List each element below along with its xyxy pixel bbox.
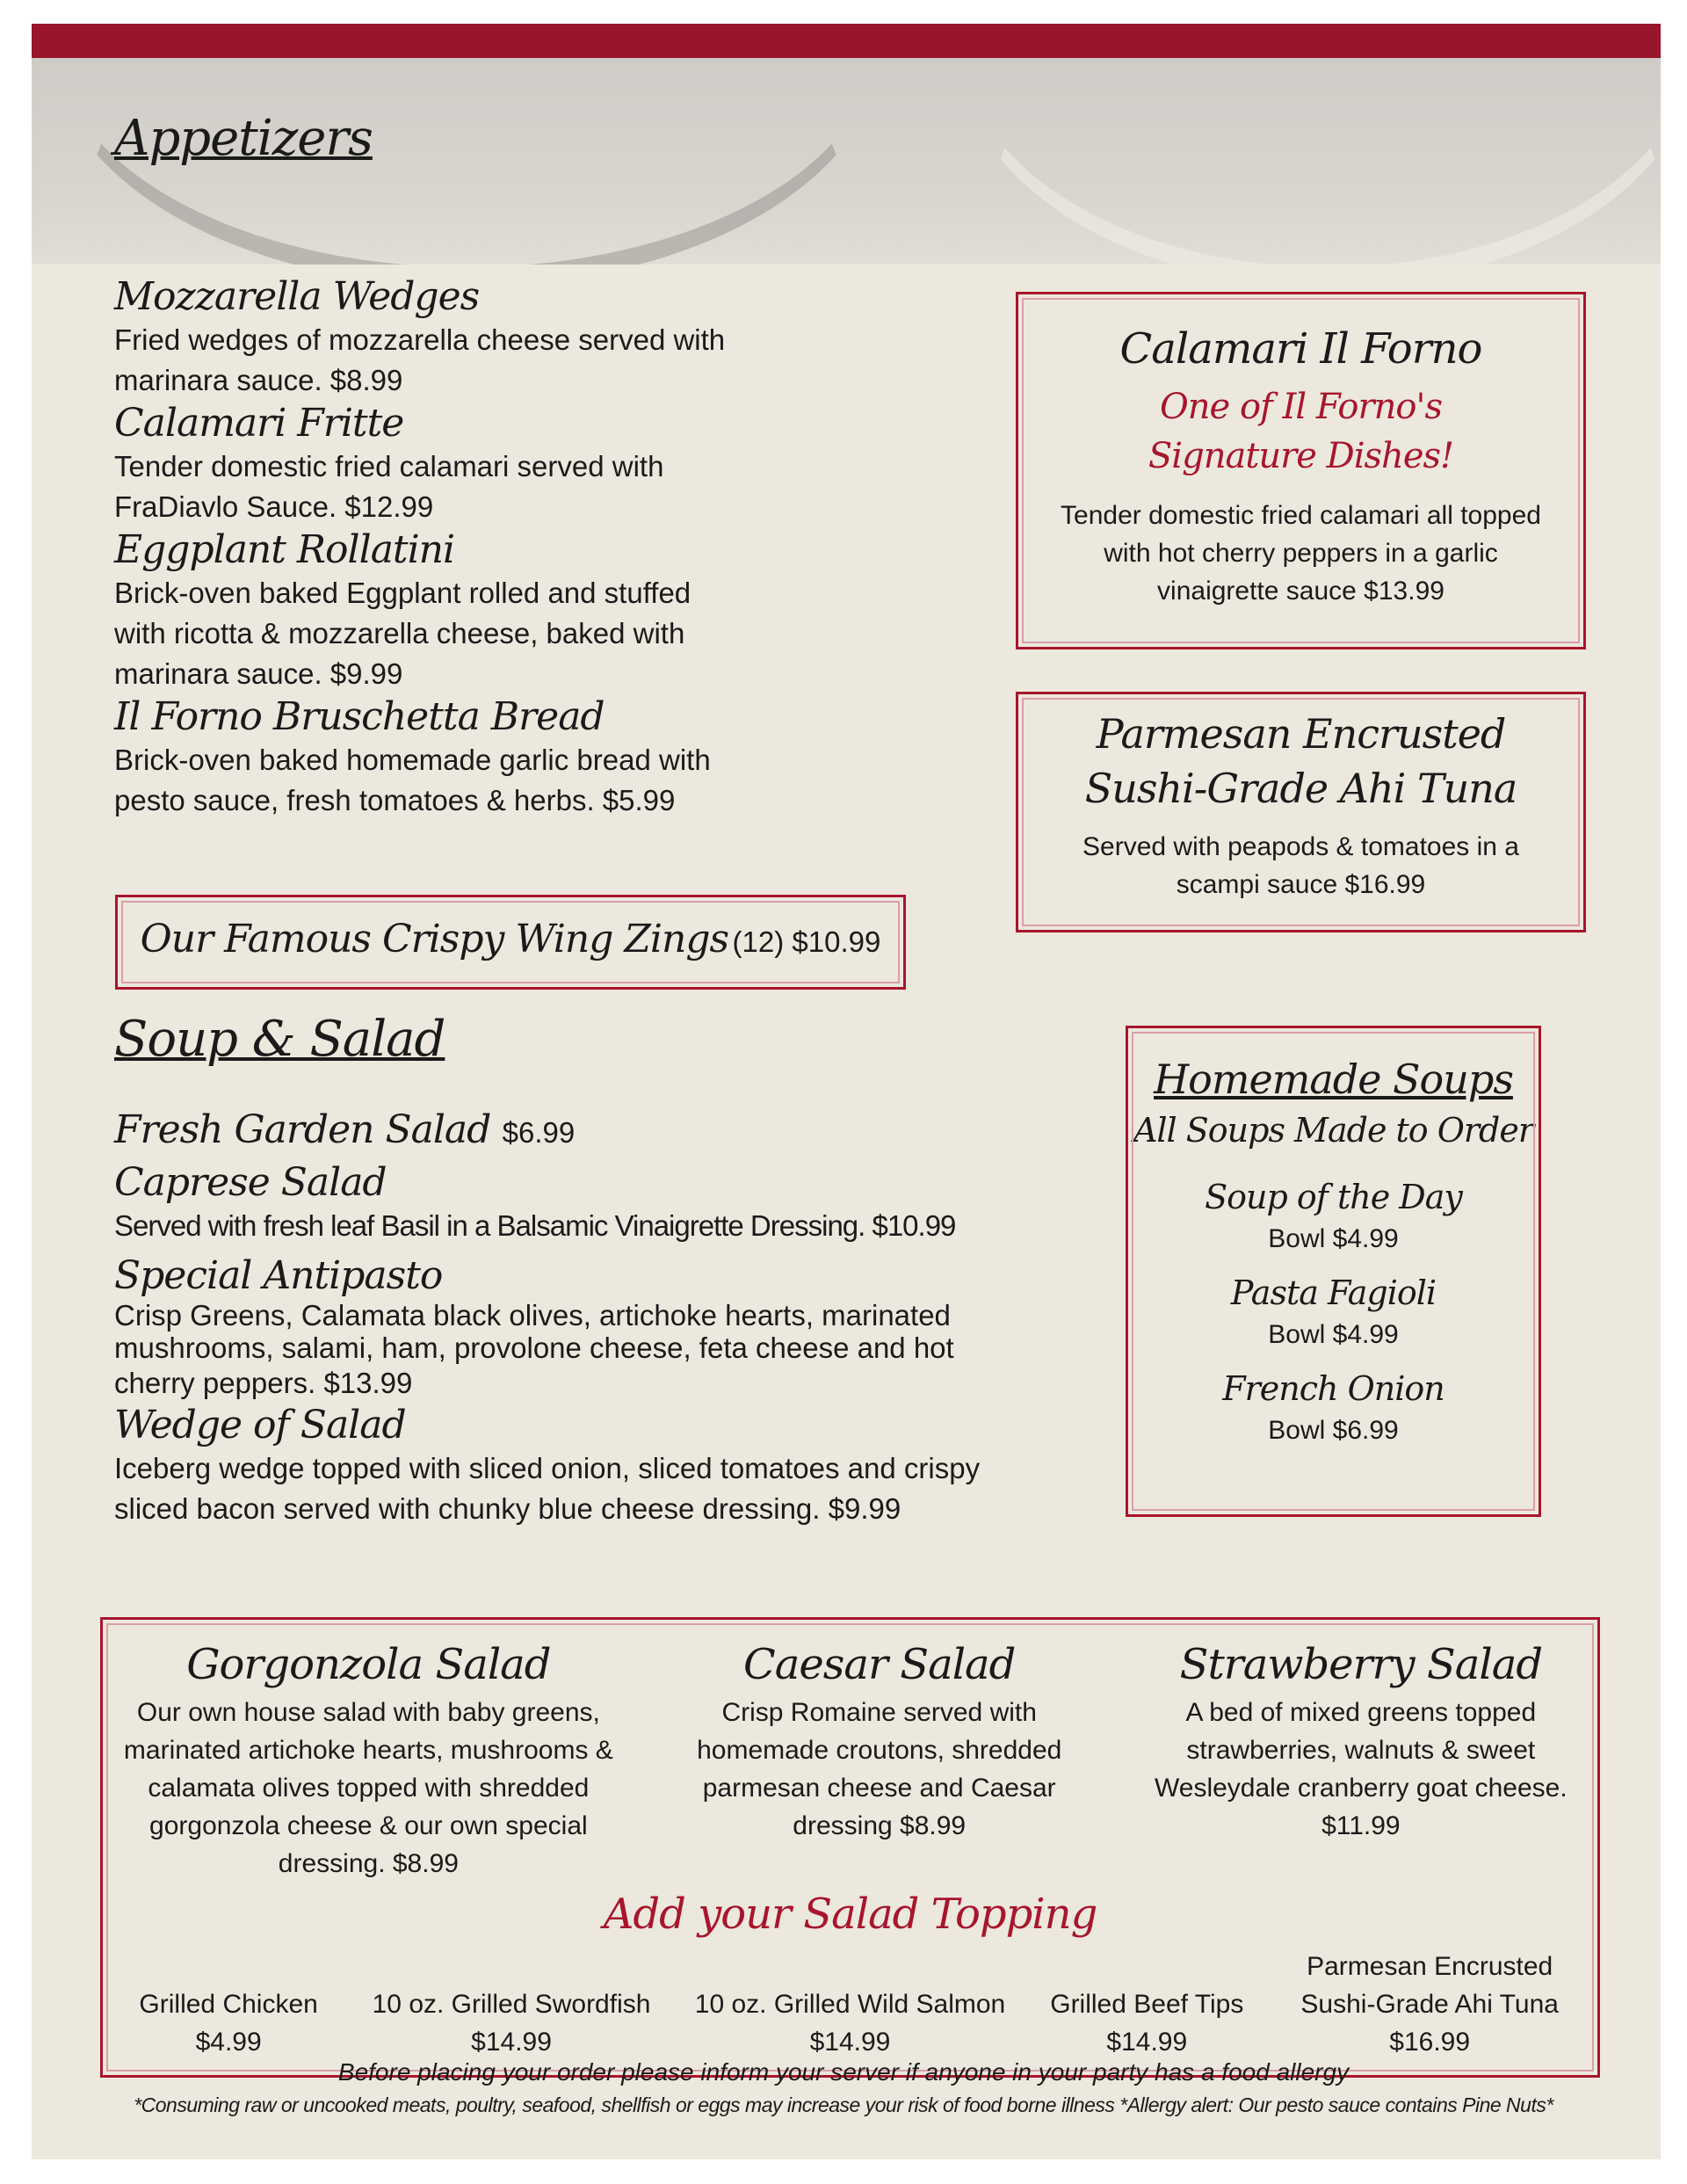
featured-salads-box [100, 1617, 1600, 2078]
item-desc: marinara sauce. $9.99 [114, 657, 403, 690]
item-desc: sliced bacon served with chunky blue cheese dressing. $9.99 [114, 1492, 901, 1525]
topping-item [345, 1985, 677, 2061]
item-title: Il Forno Bruschetta Bread [114, 694, 605, 739]
appetizers-heading: Appetizers [114, 110, 373, 167]
consumer-advisory: *Consuming raw or uncooked meats, poultry, seafood, shellfish or eggs may increase your risk of food borne illness *Allergy alert: Our pesto sauce contains Pine Nuts* [134, 2093, 1553, 2116]
header-red-bar [32, 24, 1661, 58]
topping-item [1023, 1985, 1271, 2061]
salad-desc: Crisp Romaine served with homemade croutons, shredded parmesan cheese and Caesar dressing $8.99 [697, 1698, 1062, 1840]
item-desc: marinara sauce. $8.99 [114, 364, 403, 396]
salad-title: Strawberry Salad [1179, 1640, 1543, 1689]
tuna-feature-box [1016, 692, 1586, 932]
item-desc: pesto sauce, fresh tomatoes & herbs. $5.99 [114, 784, 676, 816]
topping-price: $14.99 [809, 2028, 891, 2057]
topping-price: $16.99 [1389, 2028, 1471, 2057]
feature-desc: Tender domestic fried calamari all topped with hot cherry peppers in a garlic vinaigrette sauce $13.99 [1061, 501, 1541, 606]
item-title: Mozzarella Wedges [114, 274, 480, 319]
wing-zings-box [115, 895, 906, 990]
item-title: Eggplant Rollatini [114, 527, 455, 572]
salad-caesar [675, 1636, 1083, 1883]
soup-salad-heading: Soup & Salad [114, 1011, 445, 1068]
topping-price: $14.99 [1106, 2028, 1188, 2057]
feature-title: Sushi-Grade Ahi Tuna [1084, 765, 1517, 812]
item-title: Our Famous Crispy Wing Zings [140, 917, 729, 961]
salad-desc: Our own house salad with baby greens, marinated artichoke hearts, mushrooms & calamata olives topped with shredded gorgonzola cheese & our own special dressing. $8.99 [123, 1698, 613, 1878]
soup-name: Pasta Fagioli [1230, 1273, 1437, 1312]
item-price: $6.99 [502, 1116, 576, 1149]
salad-title: Gorgonzola Salad [186, 1640, 551, 1689]
calamari-feature-box [1016, 292, 1586, 649]
feature-tagline: Signature Dishes! [1148, 436, 1454, 476]
salad-columns [103, 1636, 1597, 1883]
soup-price: Bowl $6.99 [1268, 1416, 1399, 1445]
item-title: Wedge of Salad [114, 1403, 406, 1448]
topping-name: 10 oz. Grilled Wild Salmon [694, 1990, 1006, 2019]
soups-subtitle: All Soups Made to Order [1133, 1111, 1534, 1150]
topping-item [112, 1985, 345, 2061]
item-title: Special Antipasto [114, 1253, 443, 1298]
salad-strawberry [1142, 1636, 1580, 1883]
feature-title: Calamari Il Forno [1119, 324, 1482, 374]
item-desc: Served with fresh leaf Basil in a Balsamic Vinaigrette Dressing. $10.99 [114, 1209, 956, 1242]
item-price: (12) $10.99 [732, 925, 881, 958]
soup-price: Bowl $4.99 [1268, 1224, 1399, 1253]
item-title: Fresh Garden Salad [114, 1107, 491, 1152]
salad-gorgonzola [120, 1636, 617, 1883]
item-desc: Fried wedges of mozzarella cheese served with [114, 323, 726, 356]
feature-desc: Served with peapods & tomatoes in a scampi sauce $16.99 [1082, 832, 1519, 899]
salad-desc: A bed of mixed greens topped strawberries, walnuts & sweet Wesleydale cranberry goat cheese. $11.99 [1154, 1698, 1568, 1840]
soup-name: French Onion [1222, 1369, 1444, 1408]
topping-item [677, 1985, 1023, 2061]
item-desc: Tender domestic fried calamari served with [114, 450, 664, 483]
topping-name: Parmesan Encrusted Sushi-Grade Ahi Tuna [1300, 1952, 1559, 2019]
salad-list [114, 1107, 1120, 1529]
appetizer-list [114, 274, 993, 821]
allergy-notice: Before placing your order please inform your server if anyone in your party has a food allergy [337, 2058, 1350, 2086]
soup-price: Bowl $4.99 [1268, 1320, 1399, 1349]
item-desc: Brick-oven baked homemade garlic bread with [114, 744, 711, 776]
topping-item [1271, 1948, 1589, 2061]
drape-decoration [954, 58, 1661, 265]
topping-price: $14.99 [471, 2028, 552, 2057]
item-desc: with ricotta & mozzarella cheese, baked with [114, 617, 685, 649]
topping-name: Grilled Beef Tips [1050, 1990, 1244, 2019]
item-title: Calamari Fritte [114, 401, 404, 446]
feature-tagline: One of Il Forno's [1160, 387, 1442, 427]
item-desc: Iceberg wedge topped with sliced onion, sliced tomatoes and crispy [114, 1452, 981, 1484]
item-desc: Crisp Greens, Calamata black olives, artichoke hearts, marinated [114, 1299, 951, 1331]
item-desc: FraDiavlo Sauce. $12.99 [114, 490, 434, 523]
soups-title: Homemade Soups [1154, 1056, 1513, 1103]
toppings-title: Add your Salad Topping [603, 1890, 1097, 1939]
toppings-row [103, 1948, 1597, 2061]
topping-name: Grilled Chicken [139, 1990, 318, 2019]
soup-name: Soup of the Day [1205, 1178, 1462, 1216]
salad-title: Caesar Salad [743, 1640, 1016, 1689]
item-desc: mushrooms, salami, ham, provolone cheese, feta cheese and hot [114, 1331, 954, 1364]
topping-price: $4.99 [195, 2028, 262, 2057]
item-desc: cherry peppers. $13.99 [114, 1367, 413, 1399]
homemade-soups-box [1126, 1026, 1541, 1517]
topping-name: 10 oz. Grilled Swordfish [372, 1990, 651, 2019]
feature-title: Parmesan Encrusted [1096, 710, 1506, 758]
item-title: Caprese Salad [114, 1160, 387, 1205]
item-desc: Brick-oven baked Eggplant rolled and stuffed [114, 577, 691, 609]
